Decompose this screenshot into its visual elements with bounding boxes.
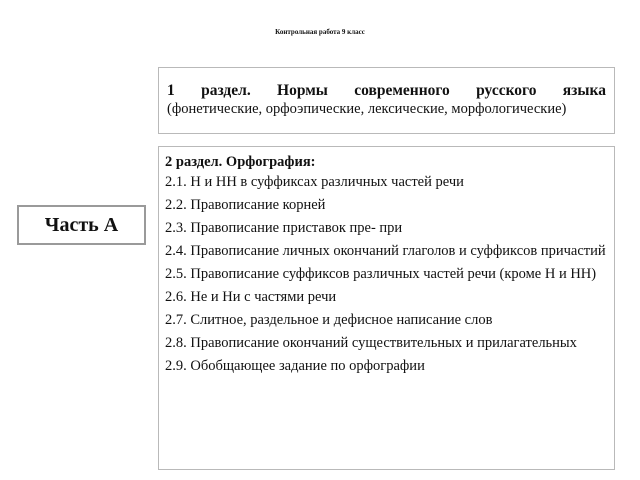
list-item: 2.8. Правописание окончаний существительных и прилагательных <box>165 335 577 351</box>
section1-heading-word: языка <box>562 82 606 99</box>
section1-box <box>158 67 615 134</box>
section1-heading <box>167 82 606 100</box>
section1-heading-word: Нормы <box>277 82 328 99</box>
list-item: 2.4. Правописание личных окончаний глаголов и суффиксов причастий <box>165 243 606 259</box>
list-item: 2.9. Обобщающее задание по орфографии <box>165 358 425 374</box>
list-item: 2.2. Правописание корней <box>165 197 326 213</box>
list-item: 2.1. Н и НН в суффиксах различных частей речи <box>165 174 464 190</box>
section1-heading-word: современного <box>354 82 450 99</box>
part-label: Часть А <box>17 205 146 245</box>
section1-heading-word: 1 <box>167 82 175 99</box>
section2-title: 2 раздел. Орфография: <box>165 154 316 170</box>
section1-description: (фонетические, орфоэпические, лексические, морфологические) <box>167 101 567 117</box>
list-item: 2.5. Правописание суффиксов различных частей речи (кроме Н и НН) <box>165 266 597 282</box>
list-item: 2.3. Правописание приставок пре- при <box>165 220 403 236</box>
section1-heading-word: русского <box>476 82 537 99</box>
list-item: 2.6. Не и Ни с частями речи <box>165 289 337 305</box>
section1-heading-word: раздел. <box>201 82 251 99</box>
page-title: Контрольная работа 9 класс <box>275 28 365 36</box>
list-item: 2.7. Слитное, раздельное и дефисное написание слов <box>165 312 493 328</box>
section2-box <box>158 146 615 470</box>
